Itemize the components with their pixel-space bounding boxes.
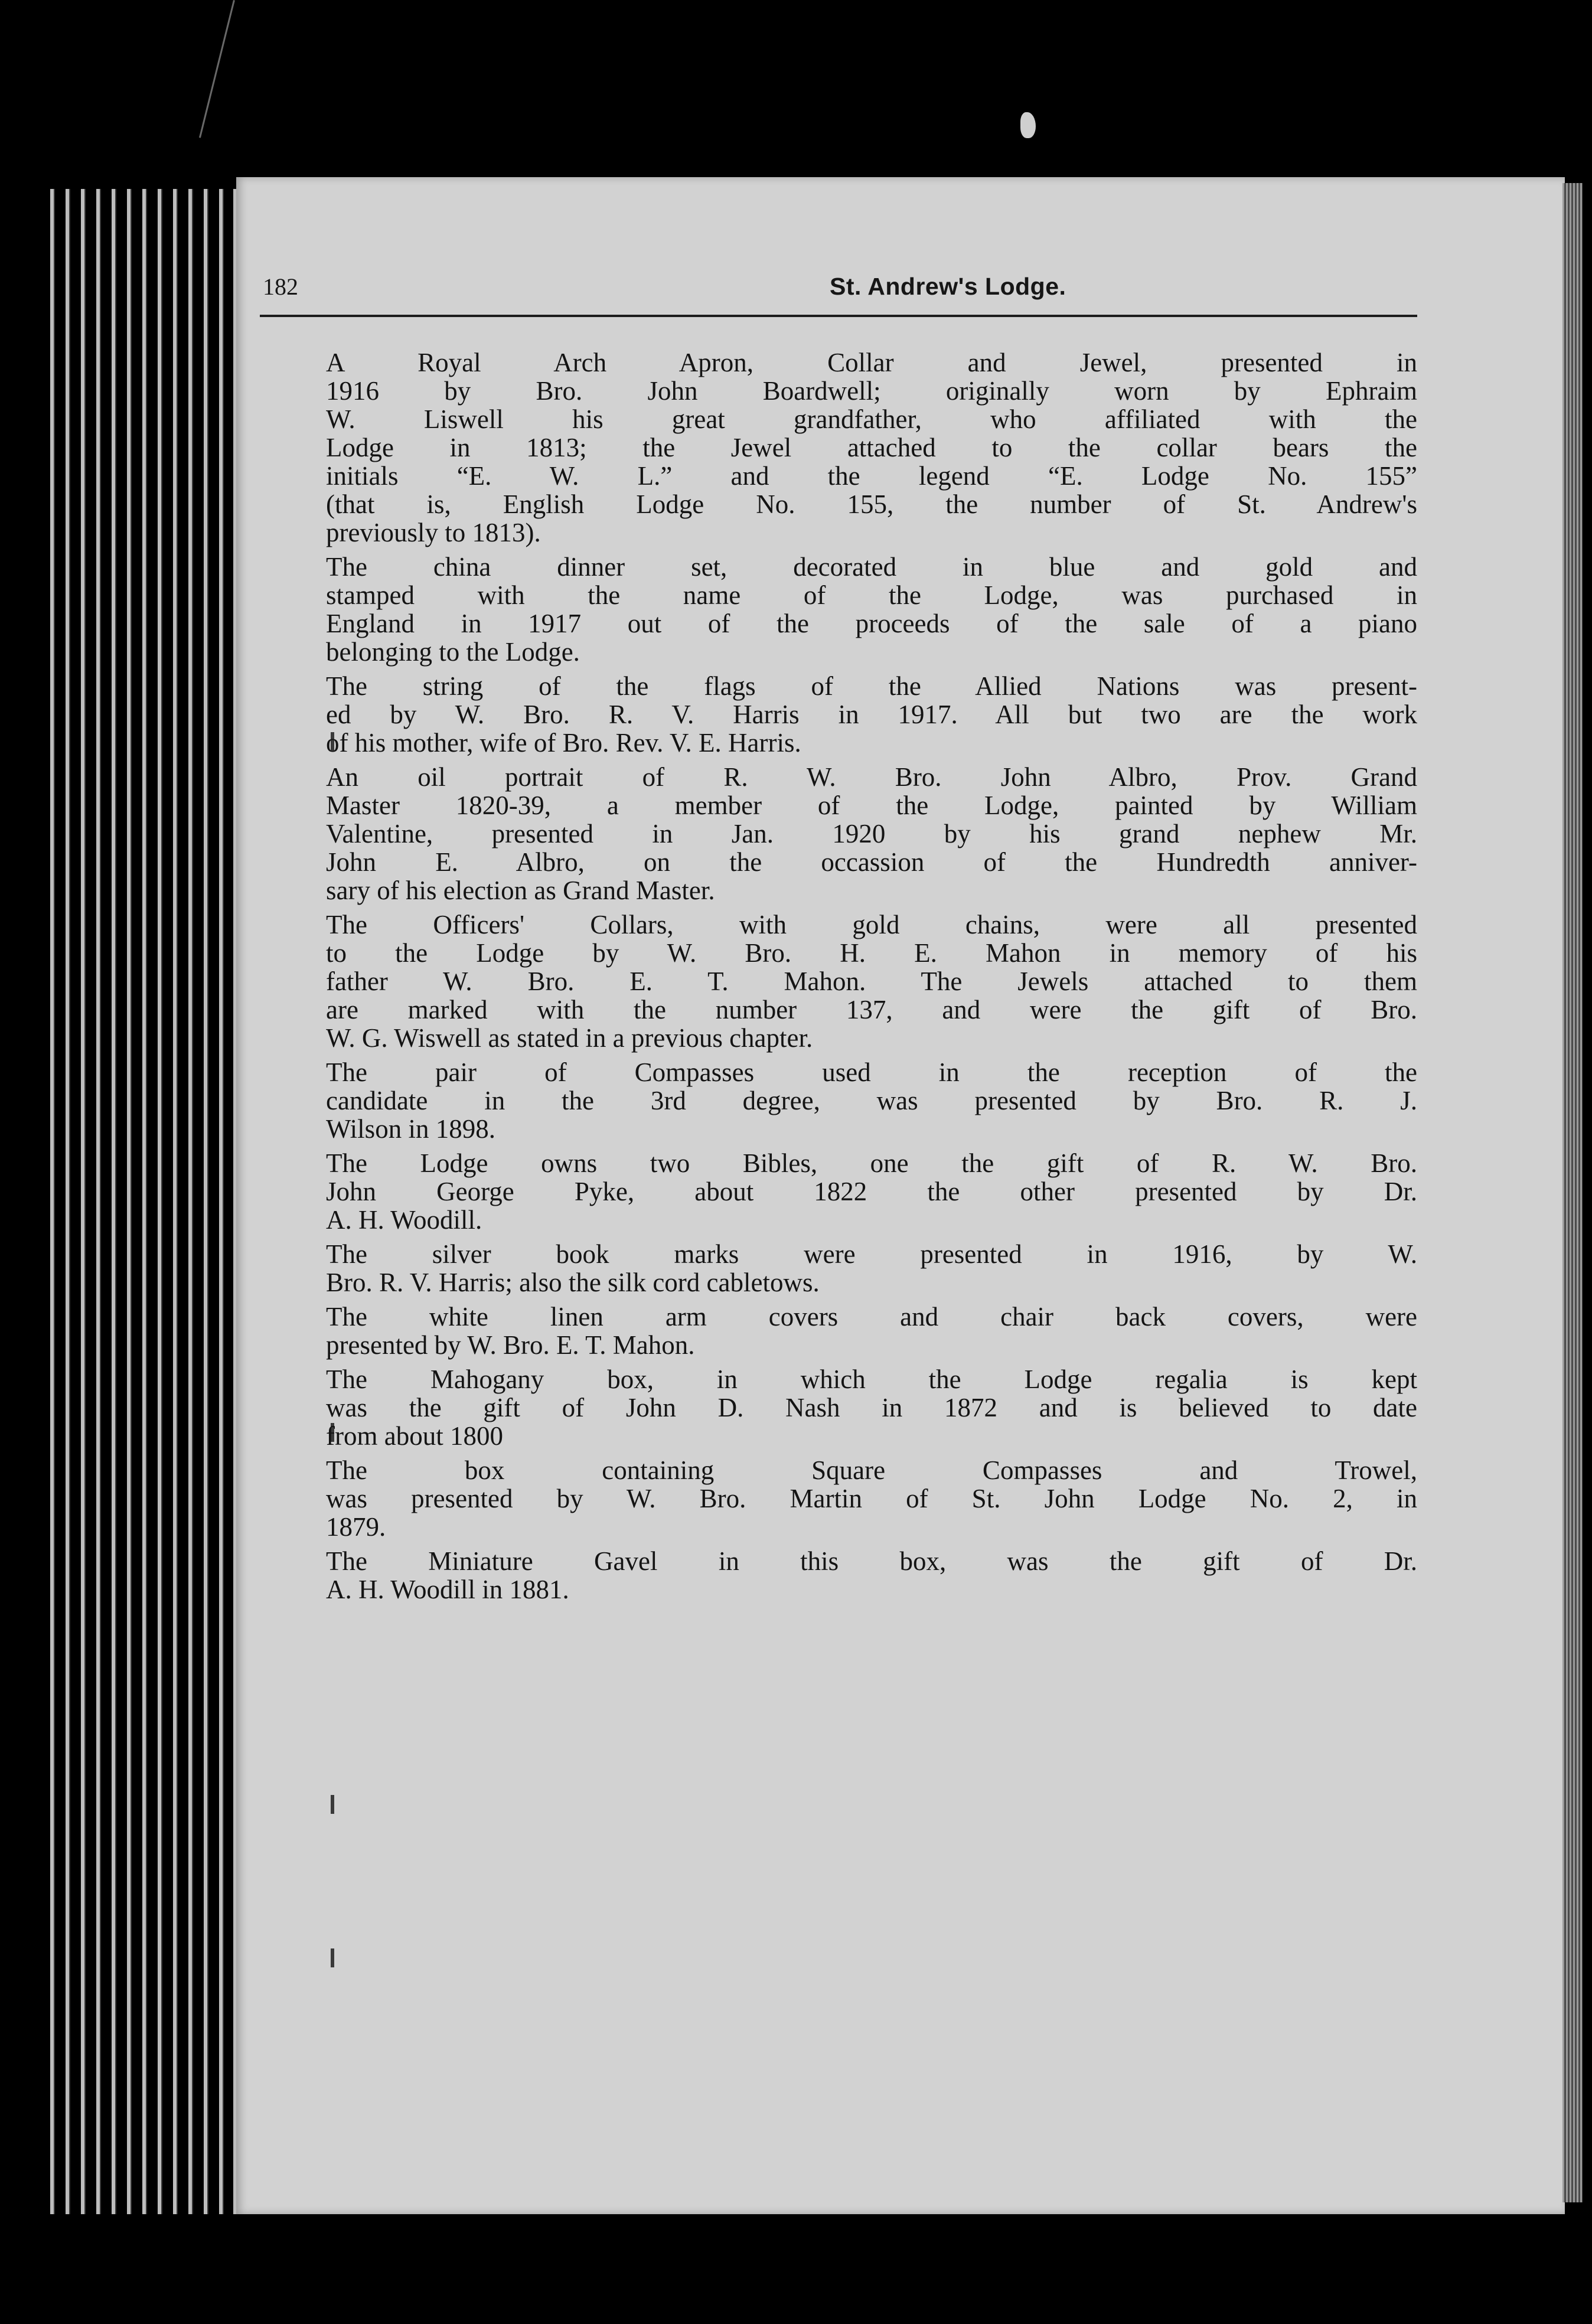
text-line: A. H. Woodill in 1881.: [326, 1575, 569, 1604]
text-line: Master 1820-39, a member of the Lodge, painted by William: [326, 791, 1417, 820]
page-edge: [204, 189, 208, 2214]
film-speck: [1020, 112, 1036, 138]
header-rule: [260, 315, 1417, 317]
text-line: The china dinner set, decorated in blue and gold and: [326, 552, 1417, 582]
film-scratch: [199, 0, 235, 138]
gutter-mark: [331, 1948, 334, 1967]
gutter-mark: [331, 1795, 334, 1814]
page-edge: [50, 189, 55, 2214]
text-line: A. H. Woodill.: [326, 1205, 482, 1235]
right-page-edges: [1562, 183, 1583, 2202]
text-line: The Mahogany box, in which the Lodge regalia is kept: [326, 1365, 1417, 1394]
page-edge: [173, 189, 178, 2214]
text-line: of his mother, wife of Bro. Rev. V. E. Harris.: [326, 728, 801, 758]
text-line: was the gift of John D. Nash in 1872 and is believed to date: [326, 1393, 1417, 1422]
text-line: father W. Bro. E. T. Mahon. The Jewels attached to them: [326, 967, 1417, 996]
paragraph: [260, 348, 1417, 547]
text-line: John George Pyke, about 1822 the other presented by Dr.: [326, 1177, 1417, 1206]
text-line: The string of the flags of the Allied Nations was present-: [326, 671, 1417, 701]
paragraph: [260, 1058, 1417, 1143]
text-line: Valentine, presented in Jan. 1920 by his grand nephew Mr.: [326, 819, 1417, 848]
text-line: The white linen arm covers and chair back covers, were: [326, 1302, 1417, 1331]
text-line: W. Liswell his great grandfather, who affiliated with the: [326, 404, 1417, 434]
text-line: The Officers' Collars, with gold chains, were all presented: [326, 910, 1417, 939]
text-line: ed by W. Bro. R. V. Harris in 1917. All but two are the work: [326, 700, 1417, 729]
text-line: (that is, English Lodge No. 155, the number of St. Andrew's: [326, 489, 1417, 519]
paragraph: [260, 1303, 1417, 1359]
text-line: W. G. Wiswell as stated in a previous chapter.: [326, 1023, 813, 1053]
text-line: to the Lodge by W. Bro. H. E. Mahon in memory of his: [326, 938, 1417, 968]
body-text: [260, 348, 1417, 1610]
page-edge: [158, 189, 162, 2214]
text-line: previously to 1813).: [326, 518, 541, 547]
page-edge: [112, 189, 116, 2214]
page-edge: [219, 189, 224, 2214]
running-header: [263, 273, 1417, 308]
page-edge: [96, 189, 101, 2214]
text-line: The pair of Compasses used in the reception of the: [326, 1057, 1417, 1087]
text-line: The Miniature Gavel in this box, was the gift of Dr.: [326, 1546, 1417, 1576]
text-line: initials “E. W. L.” and the legend “E. Lodge No. 155”: [326, 461, 1417, 491]
page-edge: [66, 189, 70, 2214]
page-number: 182: [263, 273, 298, 300]
page-edge: [142, 189, 147, 2214]
text-line: A Royal Arch Apron, Collar and Jewel, presented in: [326, 348, 1417, 377]
paragraph: [260, 910, 1417, 1052]
paragraph: [260, 763, 1417, 905]
text-line: 1916 by Bro. John Boardwell; originally worn by Ephraim: [326, 376, 1417, 406]
page-edge: [127, 189, 132, 2214]
text-line: The box containing Square Compasses and Trowel,: [326, 1455, 1417, 1485]
paragraph: [260, 1365, 1417, 1450]
text-line: sary of his election as Grand Master.: [326, 876, 715, 905]
text-line: from about 1800: [326, 1421, 503, 1451]
text-line: Bro. R. V. Harris; also the silk cord cabletows.: [326, 1268, 820, 1297]
text-line: England in 1917 out of the proceeds of the sale of a piano: [326, 609, 1417, 638]
paragraph: [260, 672, 1417, 757]
page-edge: [81, 189, 86, 2214]
paragraph: [260, 553, 1417, 666]
paragraph: [260, 1240, 1417, 1297]
paragraph: [260, 1547, 1417, 1604]
text-line: candidate in the 3rd degree, was presented by Bro. R. J.: [326, 1086, 1417, 1115]
text-line: The silver book marks were presented in 1916, by W.: [326, 1239, 1417, 1269]
text-line: was presented by W. Bro. Martin of St. John Lodge No. 2, in: [326, 1484, 1417, 1513]
page-edge: [188, 189, 193, 2214]
text-line: stamped with the name of the Lodge, was purchased in: [326, 580, 1417, 610]
text-line: belonging to the Lodge.: [326, 637, 580, 667]
text-line: The Lodge owns two Bibles, one the gift of R. W. Bro.: [326, 1148, 1417, 1178]
text-line: presented by W. Bro. E. T. Mahon.: [326, 1330, 695, 1360]
paragraph: [260, 1456, 1417, 1541]
stacked-page-edges: [50, 189, 245, 2214]
running-title: St. Andrew's Lodge.: [830, 273, 1066, 300]
paragraph: [260, 1149, 1417, 1234]
text-line: Lodge in 1813; the Jewel attached to the collar bears the: [326, 433, 1417, 462]
text-line: 1879.: [326, 1512, 386, 1542]
text-line: Wilson in 1898.: [326, 1114, 495, 1144]
text-line: John E. Albro, on the occassion of the Hundredth anniver-: [326, 847, 1417, 877]
text-line: are marked with the number 137, and were the gift of Bro.: [326, 995, 1417, 1024]
text-line: An oil portrait of R. W. Bro. John Albro, Prov. Grand: [326, 762, 1417, 792]
